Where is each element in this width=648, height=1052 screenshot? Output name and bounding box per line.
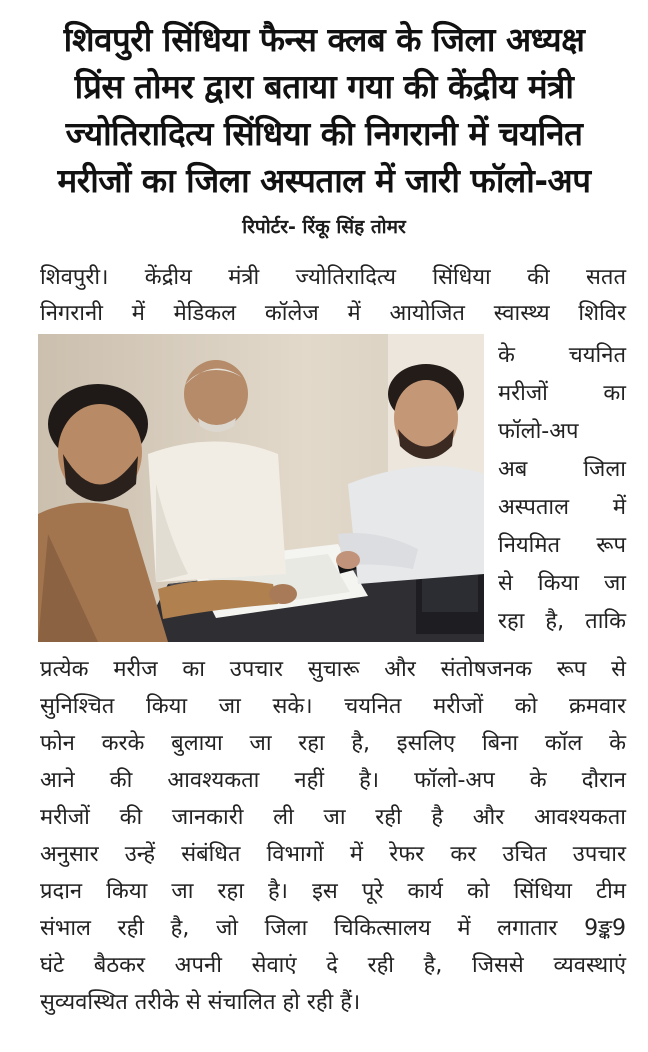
article-line: आने की आवश्यकता नहीं है। फॉलो-अप के दौरान	[40, 768, 626, 793]
article-line: घंटे बैठकर अपनी सेवाएं दे रही है, जिससे व्यवस्थाएं	[40, 953, 626, 978]
article-line: संभाल रही है, जो जिला चिकित्सालय में लगातार 9ङ्क9	[40, 916, 626, 941]
article-line: अब जिला	[498, 457, 626, 482]
article-line: मरीजों की जानकारी ली जा रही है और आवश्यकता	[40, 805, 626, 830]
headline-line: मरीजों का जिला अस्पताल में जारी फॉलो-अप	[57, 161, 591, 200]
article-line: निगरानी में मेडिकल कॉलेज में आयोजित स्वास्थ्य शिविर	[40, 301, 626, 326]
headline-line: प्रिंस तोमर द्वारा बताया गया की केंद्रीय मंत्री	[74, 67, 574, 106]
article-line: प्रदान किया जा रहा है। इस पूरे कार्य को सिंधिया टीम	[40, 879, 626, 904]
article-line: सुव्यवस्थित तरीके से संचालित हो रही हैं।	[40, 990, 361, 1015]
article-line: के चयनित	[498, 343, 626, 368]
headline-line: ज्योतिरादित्य सिंधिया की निगरानी में चयनित	[65, 114, 583, 153]
headline	[20, 16, 628, 204]
article-line: रहा है, ताकि	[498, 609, 626, 634]
article-line: सुनिश्चित किया जा सके। चयनित मरीजों को क्रमवार	[40, 694, 626, 719]
headline-line: शिवपुरी सिंधिया फैन्स क्लब के जिला अध्यक्ष	[63, 20, 585, 59]
article-line: फोन करके बुलाया जा रहा है, इसलिए बिना कॉल के	[40, 731, 626, 756]
byline: रिपोर्टर- रिंकू सिंह तोमर	[242, 216, 406, 238]
article-line: अस्पताल में	[498, 495, 626, 520]
article-line: प्रत्येक मरीज का उपचार सुचारू और संतोषजनक रूप से	[40, 657, 626, 682]
article-line: शिवपुरी। केंद्रीय मंत्री ज्योतिरादित्य सिंधिया की सतत	[40, 265, 626, 290]
article-line: नियमित रूप	[498, 533, 626, 558]
article-line: मरीजों का	[498, 381, 626, 406]
article-line: अनुसार उन्हें संबंधित विभागों में रेफर कर उचित उपचार	[40, 842, 626, 867]
news-photo	[38, 334, 484, 642]
article-line: फॉलो-अप	[498, 419, 579, 444]
article-line: से किया जा	[498, 571, 626, 596]
